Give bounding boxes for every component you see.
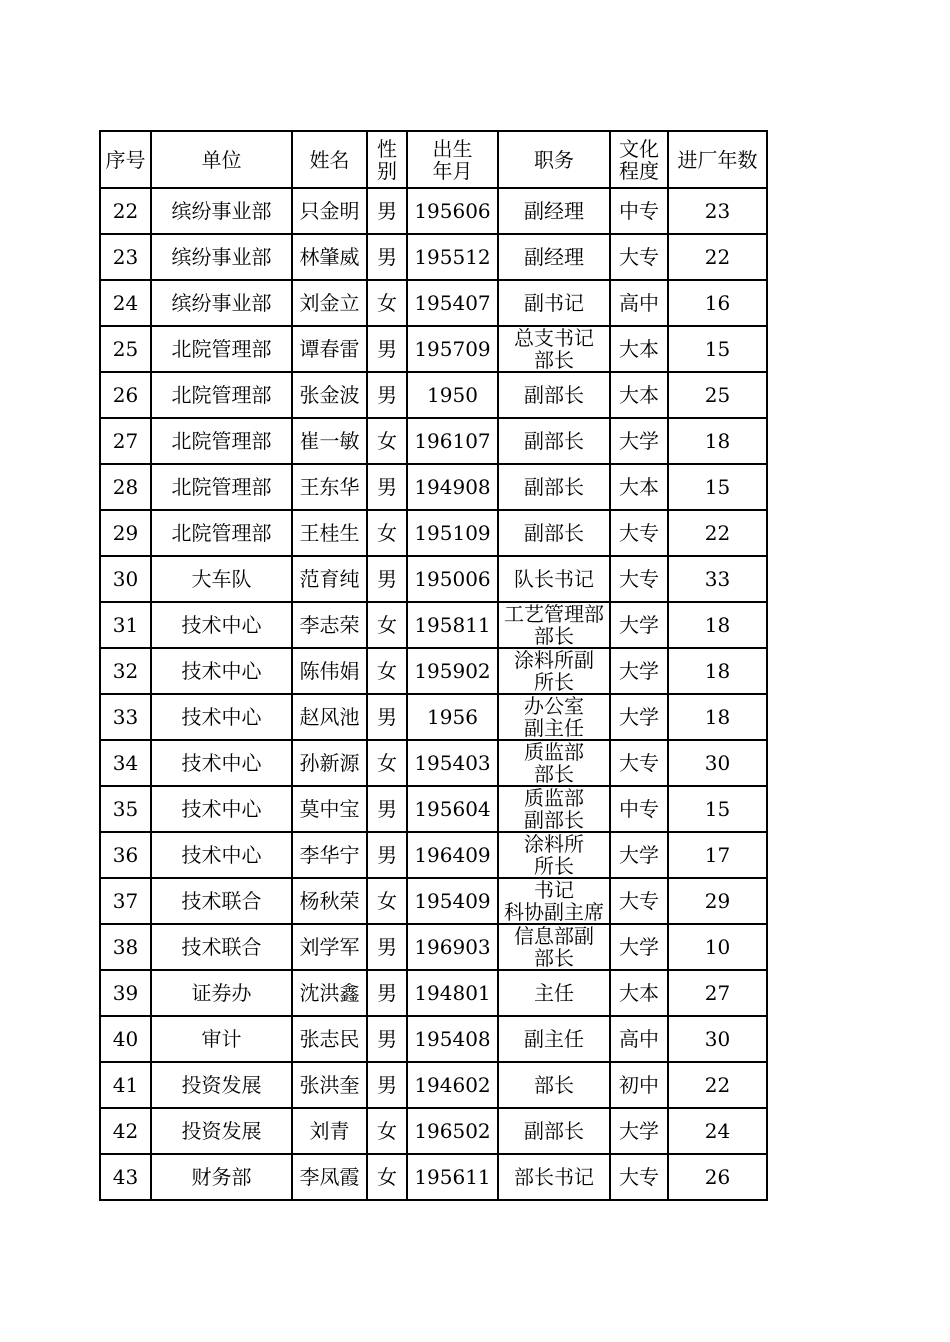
table-row [100,740,767,786]
cell-seq: 35 [100,786,151,832]
cell-seq: 26 [100,372,151,418]
position-line: 副部长 [524,521,584,545]
cell-birth: 194908 [407,464,498,510]
cell-seq: 27 [100,418,151,464]
cell-unit: 技术联合 [151,924,292,970]
cell-gender: 男 [367,234,407,280]
cell-years: 18 [668,694,767,740]
header-line: 职务 [534,147,574,172]
cell-years: 30 [668,740,767,786]
cell-name: 张洪奎 [292,1062,367,1108]
cell-gender: 女 [367,878,407,924]
cell-position [498,1108,610,1154]
table-row [100,878,767,924]
cell-unit: 北院管理部 [151,510,292,556]
position-line: 部长 [534,946,574,970]
cell-position [498,786,610,832]
cell-gender: 男 [367,1016,407,1062]
personnel-table [99,130,768,1201]
cell-years: 10 [668,924,767,970]
table-row [100,1154,767,1200]
cell-gender: 女 [367,510,407,556]
cell-unit: 技术中心 [151,786,292,832]
position-line: 涂料所副 [514,648,594,672]
cell-position [498,694,610,740]
cell-education: 中专 [610,786,668,832]
table-body [100,188,767,1200]
cell-birth: 195902 [407,648,498,694]
header-line: 序号 [105,147,146,172]
header-birth [407,131,498,188]
cell-seq: 40 [100,1016,151,1062]
cell-unit: 财务部 [151,1154,292,1200]
cell-education: 大本 [610,970,668,1016]
cell-birth: 196502 [407,1108,498,1154]
cell-seq: 42 [100,1108,151,1154]
header-row [100,131,767,188]
cell-unit: 缤纷事业部 [151,234,292,280]
cell-seq: 24 [100,280,151,326]
cell-gender: 女 [367,1108,407,1154]
cell-years: 16 [668,280,767,326]
cell-position [498,418,610,464]
position-line: 质监部 [524,786,584,810]
cell-years: 33 [668,556,767,602]
cell-gender: 男 [367,1062,407,1108]
cell-education: 高中 [610,280,668,326]
cell-unit: 技术中心 [151,740,292,786]
cell-unit: 技术联合 [151,878,292,924]
cell-name: 李凤霞 [292,1154,367,1200]
header-seq [100,131,151,188]
cell-name: 陈伟娟 [292,648,367,694]
cell-position [498,1062,610,1108]
cell-gender: 男 [367,326,407,372]
cell-gender: 男 [367,556,407,602]
cell-birth: 195407 [407,280,498,326]
table-row [100,418,767,464]
cell-years: 24 [668,1108,767,1154]
cell-seq: 36 [100,832,151,878]
cell-position [498,970,610,1016]
table-row [100,1108,767,1154]
cell-position [498,234,610,280]
cell-position [498,556,610,602]
cell-education: 大专 [610,556,668,602]
table-row [100,832,767,878]
cell-birth: 194801 [407,970,498,1016]
cell-position [498,326,610,372]
cell-birth: 196409 [407,832,498,878]
header-line: 姓名 [309,147,350,172]
cell-unit: 技术中心 [151,832,292,878]
cell-seq: 37 [100,878,151,924]
position-line: 副书记 [524,291,584,315]
cell-education: 大学 [610,418,668,464]
position-line: 质监部 [524,740,584,764]
cell-seq: 28 [100,464,151,510]
cell-birth: 195409 [407,878,498,924]
cell-gender: 男 [367,188,407,234]
header-line: 出生 [432,136,473,161]
position-line: 副部长 [524,475,584,499]
cell-unit: 北院管理部 [151,418,292,464]
cell-position [498,878,610,924]
header-line: 单位 [201,147,242,172]
cell-education: 大专 [610,878,668,924]
cell-seq: 22 [100,188,151,234]
cell-seq: 30 [100,556,151,602]
cell-seq: 29 [100,510,151,556]
cell-gender: 女 [367,648,407,694]
table-row [100,786,767,832]
cell-years: 22 [668,234,767,280]
cell-gender: 女 [367,1154,407,1200]
position-line: 书记 [534,878,574,902]
cell-gender: 男 [367,832,407,878]
position-line: 部长 [534,624,574,648]
cell-birth: 195512 [407,234,498,280]
cell-seq: 34 [100,740,151,786]
cell-birth: 196903 [407,924,498,970]
cell-position [498,602,610,648]
cell-unit: 缤纷事业部 [151,280,292,326]
cell-education: 大本 [610,326,668,372]
cell-birth: 194602 [407,1062,498,1108]
cell-unit: 北院管理部 [151,372,292,418]
cell-seq: 31 [100,602,151,648]
cell-unit: 投资发展 [151,1062,292,1108]
position-line: 副经理 [524,245,584,269]
cell-name: 林肇威 [292,234,367,280]
cell-years: 25 [668,372,767,418]
cell-gender: 男 [367,464,407,510]
cell-years: 26 [668,1154,767,1200]
header-line: 年月 [432,158,473,183]
position-line: 副主任 [524,716,584,740]
cell-unit: 技术中心 [151,694,292,740]
cell-education: 中专 [610,188,668,234]
cell-years: 15 [668,786,767,832]
cell-position [498,832,610,878]
cell-name: 张志民 [292,1016,367,1062]
cell-seq: 32 [100,648,151,694]
cell-years: 15 [668,464,767,510]
cell-gender: 男 [367,694,407,740]
position-line: 部长 [534,762,574,786]
cell-education: 大本 [610,464,668,510]
cell-years: 29 [668,878,767,924]
cell-unit: 缤纷事业部 [151,188,292,234]
position-line: 副部长 [524,383,584,407]
cell-birth: 196107 [407,418,498,464]
position-line: 副主任 [524,1027,584,1051]
position-line: 副部长 [524,808,584,832]
table-row [100,694,767,740]
position-line: 涂料所 [524,832,584,856]
header-unit [151,131,292,188]
cell-name: 孙新源 [292,740,367,786]
cell-education: 大学 [610,694,668,740]
position-line: 副经理 [524,199,584,223]
cell-gender: 男 [367,924,407,970]
header-line: 性 [377,136,397,161]
position-line: 办公室 [524,694,584,718]
cell-birth: 195604 [407,786,498,832]
position-line: 部长 [534,348,574,372]
cell-gender: 女 [367,418,407,464]
cell-years: 22 [668,510,767,556]
header-line: 程度 [619,158,659,183]
cell-name: 刘青 [292,1108,367,1154]
table-row [100,326,767,372]
cell-name: 崔一敏 [292,418,367,464]
cell-unit: 北院管理部 [151,326,292,372]
table-row [100,1062,767,1108]
cell-gender: 女 [367,280,407,326]
cell-unit: 证券办 [151,970,292,1016]
header-line: 别 [377,158,397,183]
position-line: 副部长 [524,1119,584,1143]
table-row [100,648,767,694]
cell-seq: 23 [100,234,151,280]
cell-name: 李华宁 [292,832,367,878]
position-line: 工艺管理部 [504,602,604,626]
cell-education: 大学 [610,1108,668,1154]
cell-name: 谭春雷 [292,326,367,372]
cell-education: 初中 [610,1062,668,1108]
table-row [100,372,767,418]
cell-name: 刘学军 [292,924,367,970]
header-line: 进厂年数 [677,147,758,172]
cell-education: 大专 [610,1154,668,1200]
cell-years: 18 [668,418,767,464]
position-line: 部长 [534,1073,574,1097]
cell-gender: 男 [367,372,407,418]
position-line: 队长书记 [514,567,594,591]
cell-name: 范育纯 [292,556,367,602]
position-line: 所长 [534,670,574,694]
cell-seq: 33 [100,694,151,740]
cell-birth: 195611 [407,1154,498,1200]
table-row [100,234,767,280]
cell-birth: 1956 [407,694,498,740]
cell-position [498,510,610,556]
cell-seq: 25 [100,326,151,372]
cell-name: 杨秋荣 [292,878,367,924]
header-years [668,131,767,188]
cell-position [498,372,610,418]
cell-unit: 审计 [151,1016,292,1062]
header-position [498,131,610,188]
cell-birth: 195403 [407,740,498,786]
cell-years: 18 [668,648,767,694]
cell-unit: 投资发展 [151,1108,292,1154]
cell-birth: 1950 [407,372,498,418]
cell-birth: 195811 [407,602,498,648]
cell-education: 高中 [610,1016,668,1062]
header-gender [367,131,407,188]
cell-name: 王东华 [292,464,367,510]
cell-unit: 大车队 [151,556,292,602]
cell-position [498,464,610,510]
header-name [292,131,367,188]
cell-position [498,740,610,786]
cell-name: 李志荣 [292,602,367,648]
cell-name: 王桂生 [292,510,367,556]
cell-gender: 男 [367,786,407,832]
cell-birth: 195709 [407,326,498,372]
position-line: 部长书记 [514,1165,594,1189]
header-education [610,131,668,188]
cell-name: 沈洪鑫 [292,970,367,1016]
cell-unit: 北院管理部 [151,464,292,510]
cell-gender: 男 [367,970,407,1016]
cell-position [498,1016,610,1062]
position-line: 副部长 [524,429,584,453]
position-line: 所长 [534,854,574,878]
cell-birth: 195006 [407,556,498,602]
cell-gender: 女 [367,602,407,648]
position-line: 科协副主席 [504,900,604,924]
cell-gender: 女 [367,740,407,786]
cell-education: 大学 [610,924,668,970]
cell-education: 大学 [610,832,668,878]
position-line: 信息部副 [514,924,594,948]
cell-birth: 195606 [407,188,498,234]
cell-years: 22 [668,1062,767,1108]
cell-unit: 技术中心 [151,602,292,648]
cell-education: 大专 [610,234,668,280]
cell-position [498,924,610,970]
cell-seq: 43 [100,1154,151,1200]
cell-unit: 技术中心 [151,648,292,694]
cell-name: 张金波 [292,372,367,418]
cell-education: 大学 [610,648,668,694]
position-line: 主任 [534,981,574,1005]
table-row [100,970,767,1016]
cell-position [498,648,610,694]
cell-position [498,188,610,234]
cell-birth: 195109 [407,510,498,556]
cell-education: 大专 [610,740,668,786]
cell-years: 27 [668,970,767,1016]
cell-birth: 195408 [407,1016,498,1062]
header-line: 文化 [619,136,659,161]
cell-education: 大专 [610,510,668,556]
table-row [100,464,767,510]
cell-seq: 39 [100,970,151,1016]
cell-position [498,280,610,326]
cell-education: 大本 [610,372,668,418]
cell-education: 大学 [610,602,668,648]
table-row [100,510,767,556]
cell-years: 18 [668,602,767,648]
table-row [100,602,767,648]
cell-years: 23 [668,188,767,234]
cell-years: 17 [668,832,767,878]
cell-seq: 38 [100,924,151,970]
table-row [100,280,767,326]
table-row [100,188,767,234]
cell-years: 15 [668,326,767,372]
position-line: 总支书记 [514,326,594,350]
table-row [100,924,767,970]
cell-name: 刘金立 [292,280,367,326]
table-row [100,556,767,602]
table-row [100,1016,767,1062]
cell-years: 30 [668,1016,767,1062]
cell-position [498,1154,610,1200]
cell-name: 只金明 [292,188,367,234]
cell-name: 莫中宝 [292,786,367,832]
cell-seq: 41 [100,1062,151,1108]
cell-name: 赵风池 [292,694,367,740]
